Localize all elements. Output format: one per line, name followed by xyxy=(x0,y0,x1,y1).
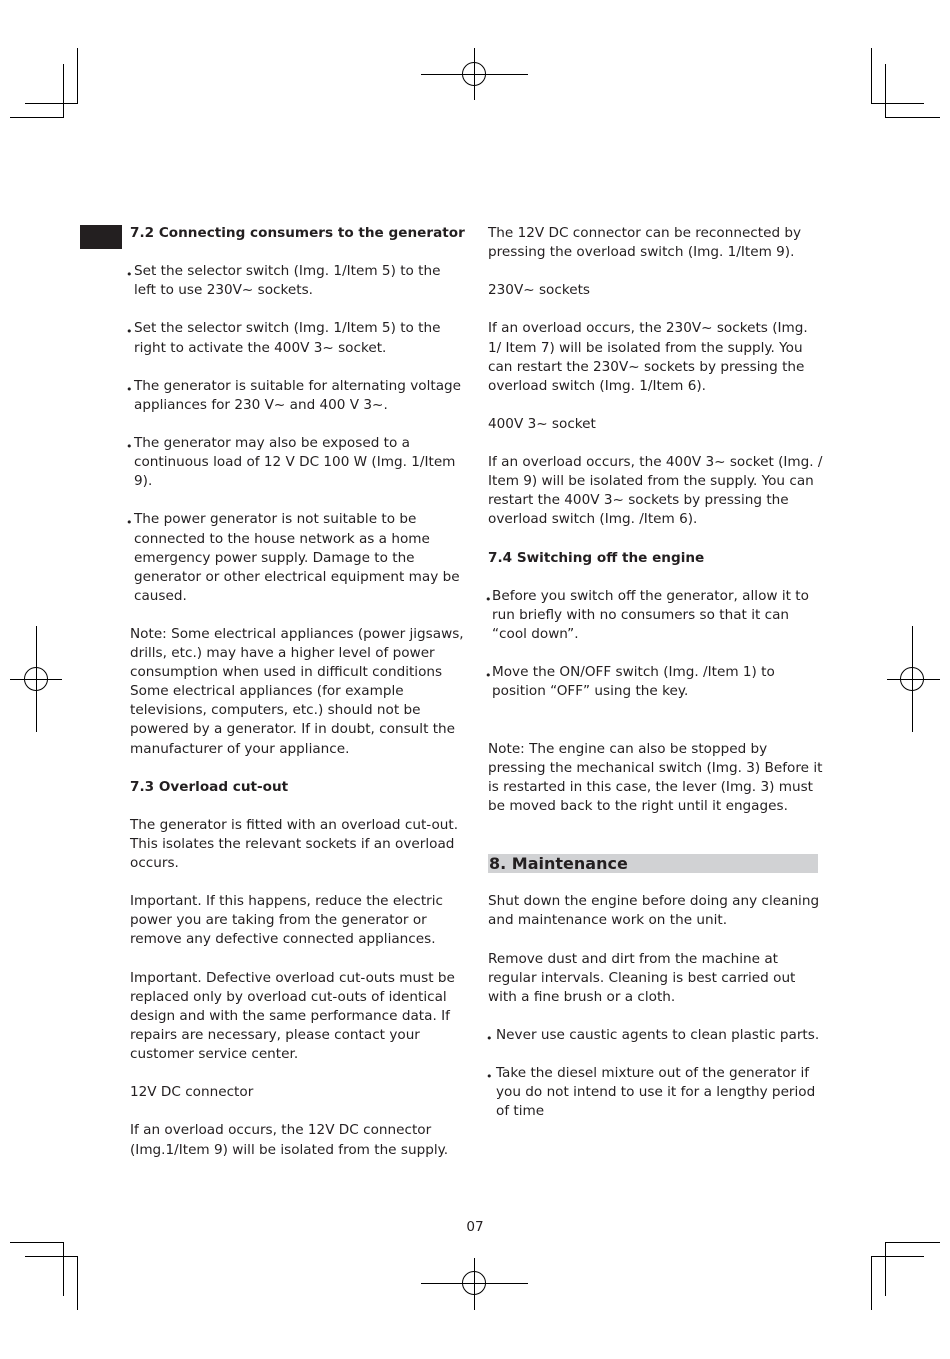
bullet-on-off-switch: • Move the ON/OFF switch (Img. /Item 1) to position “OFF” using the key. xyxy=(488,663,823,701)
heading-switching-off-engine: 7.4 Switching off the engine xyxy=(488,549,705,566)
socket-400-label: 400V 3~ socket xyxy=(488,415,596,432)
page-number: 07 xyxy=(466,1219,484,1235)
bullet-caustic-agents: • Never use caustic agents to clean plastic parts. xyxy=(488,1026,823,1045)
spacer xyxy=(488,835,823,854)
dc-connector-text: If an overload occurs, the 12V DC connector (Img.1/Item 9) will be isolated from the supply. xyxy=(130,1122,449,1158)
note-mechanical-switch: Note: The engine can also be stopped by pressing the mechanical switch (Img. 3) Before it is restarted in this case, the lever (Img. 3) must be moved back to the right until it engages. xyxy=(488,740,823,814)
bullet-cool-down: • Before you switch off the generator, allow it to run briefly with no consumers so that it can “cool down”. xyxy=(488,587,823,644)
maintenance-cleaning: Remove dust and dirt from the machine at regular intervals. Cleaning is best carried out with a fine brush or a cloth. xyxy=(488,950,796,1005)
right-column xyxy=(488,224,823,1141)
bullet-selector-left: • Set the selector switch (Img. 1/Item 5) to the left to use 230V~ sockets. xyxy=(130,262,465,300)
overload-intro: The generator is fitted with an overload cut-out. This isolates the relevant sockets if an overload occurs. xyxy=(130,816,459,872)
spacer xyxy=(488,720,823,739)
bullet-selector-right: • Set the selector switch (Img. 1/Item 5) to the right to activate the 400V 3~ socket. xyxy=(130,319,465,357)
bullet-alternating-voltage: • The generator is suitable for alternating voltage appliances for 230 V~ and 400 V 3~. xyxy=(130,377,465,415)
heading-overload-cutout: 7.3 Overload cut-out xyxy=(130,778,289,795)
dc-reconnect-text: The 12V DC connector can be reconnected by pressing the overload switch (Img. 1/Item 9). xyxy=(488,225,802,261)
bullet-diesel-mixture: • Take the diesel mixture out of the generator if you do not intend to use it for a lengthy period of time xyxy=(488,1064,823,1121)
dc-connector-label: 12V DC connector xyxy=(130,1084,254,1101)
left-column xyxy=(130,224,465,1179)
heading-connecting-consumers: 7.2 Connecting consumers to the generator xyxy=(130,225,465,241)
sockets-230-text: If an overload occurs, the 230V~ sockets (Img. 1/ Item 7) will be isolated from the supply. You can restart the 230V~ sockets by pressing the overload switch (Img. 1/Item 6). xyxy=(488,320,808,394)
note-appliances: Note: Some electrical appliances (power jigsaws, drills, etc.) may have a higher level of power consumption when used in difficult conditions Some electrical appliances (for example televisions, computers, etc.) should not be powered by a generator. If in doubt, consult the manufacturer of your appliance. xyxy=(130,625,464,757)
sockets-230-label: 230V~ sockets xyxy=(488,282,590,299)
socket-400-text: If an overload occurs, the 400V 3~ socket (Img. / Item 9) will be isolated from the supply. You can restart the 400V 3~ sockets by pressing the overload switch (Img. /Item 6). xyxy=(488,454,823,528)
heading-maintenance: 8. Maintenance xyxy=(488,854,818,873)
bullet-house-network-warning: • The power generator is not suitable to be connected to the house network as a home emergency power supply. Damage to the generator or other electrical equipment may be caused. xyxy=(130,510,465,605)
important-reduce-power: Important. If this happens, reduce the electric power you are taking from the generator or remove any defective connected appliances. xyxy=(130,893,444,948)
section-tab-marker xyxy=(80,225,122,249)
important-replace-cutouts: Important. Defective overload cut-outs must be replaced only by overload cut-outs of identical design and with the same performance data. If repairs are necessary, please contact your customer service center. xyxy=(130,969,455,1063)
bullet-continuous-load: • The generator may also be exposed to a continuous load of 12 V DC 100 W (Img. 1/Item 9). xyxy=(130,434,465,491)
maintenance-shutdown: Shut down the engine before doing any cleaning and maintenance work on the unit. xyxy=(488,893,820,929)
